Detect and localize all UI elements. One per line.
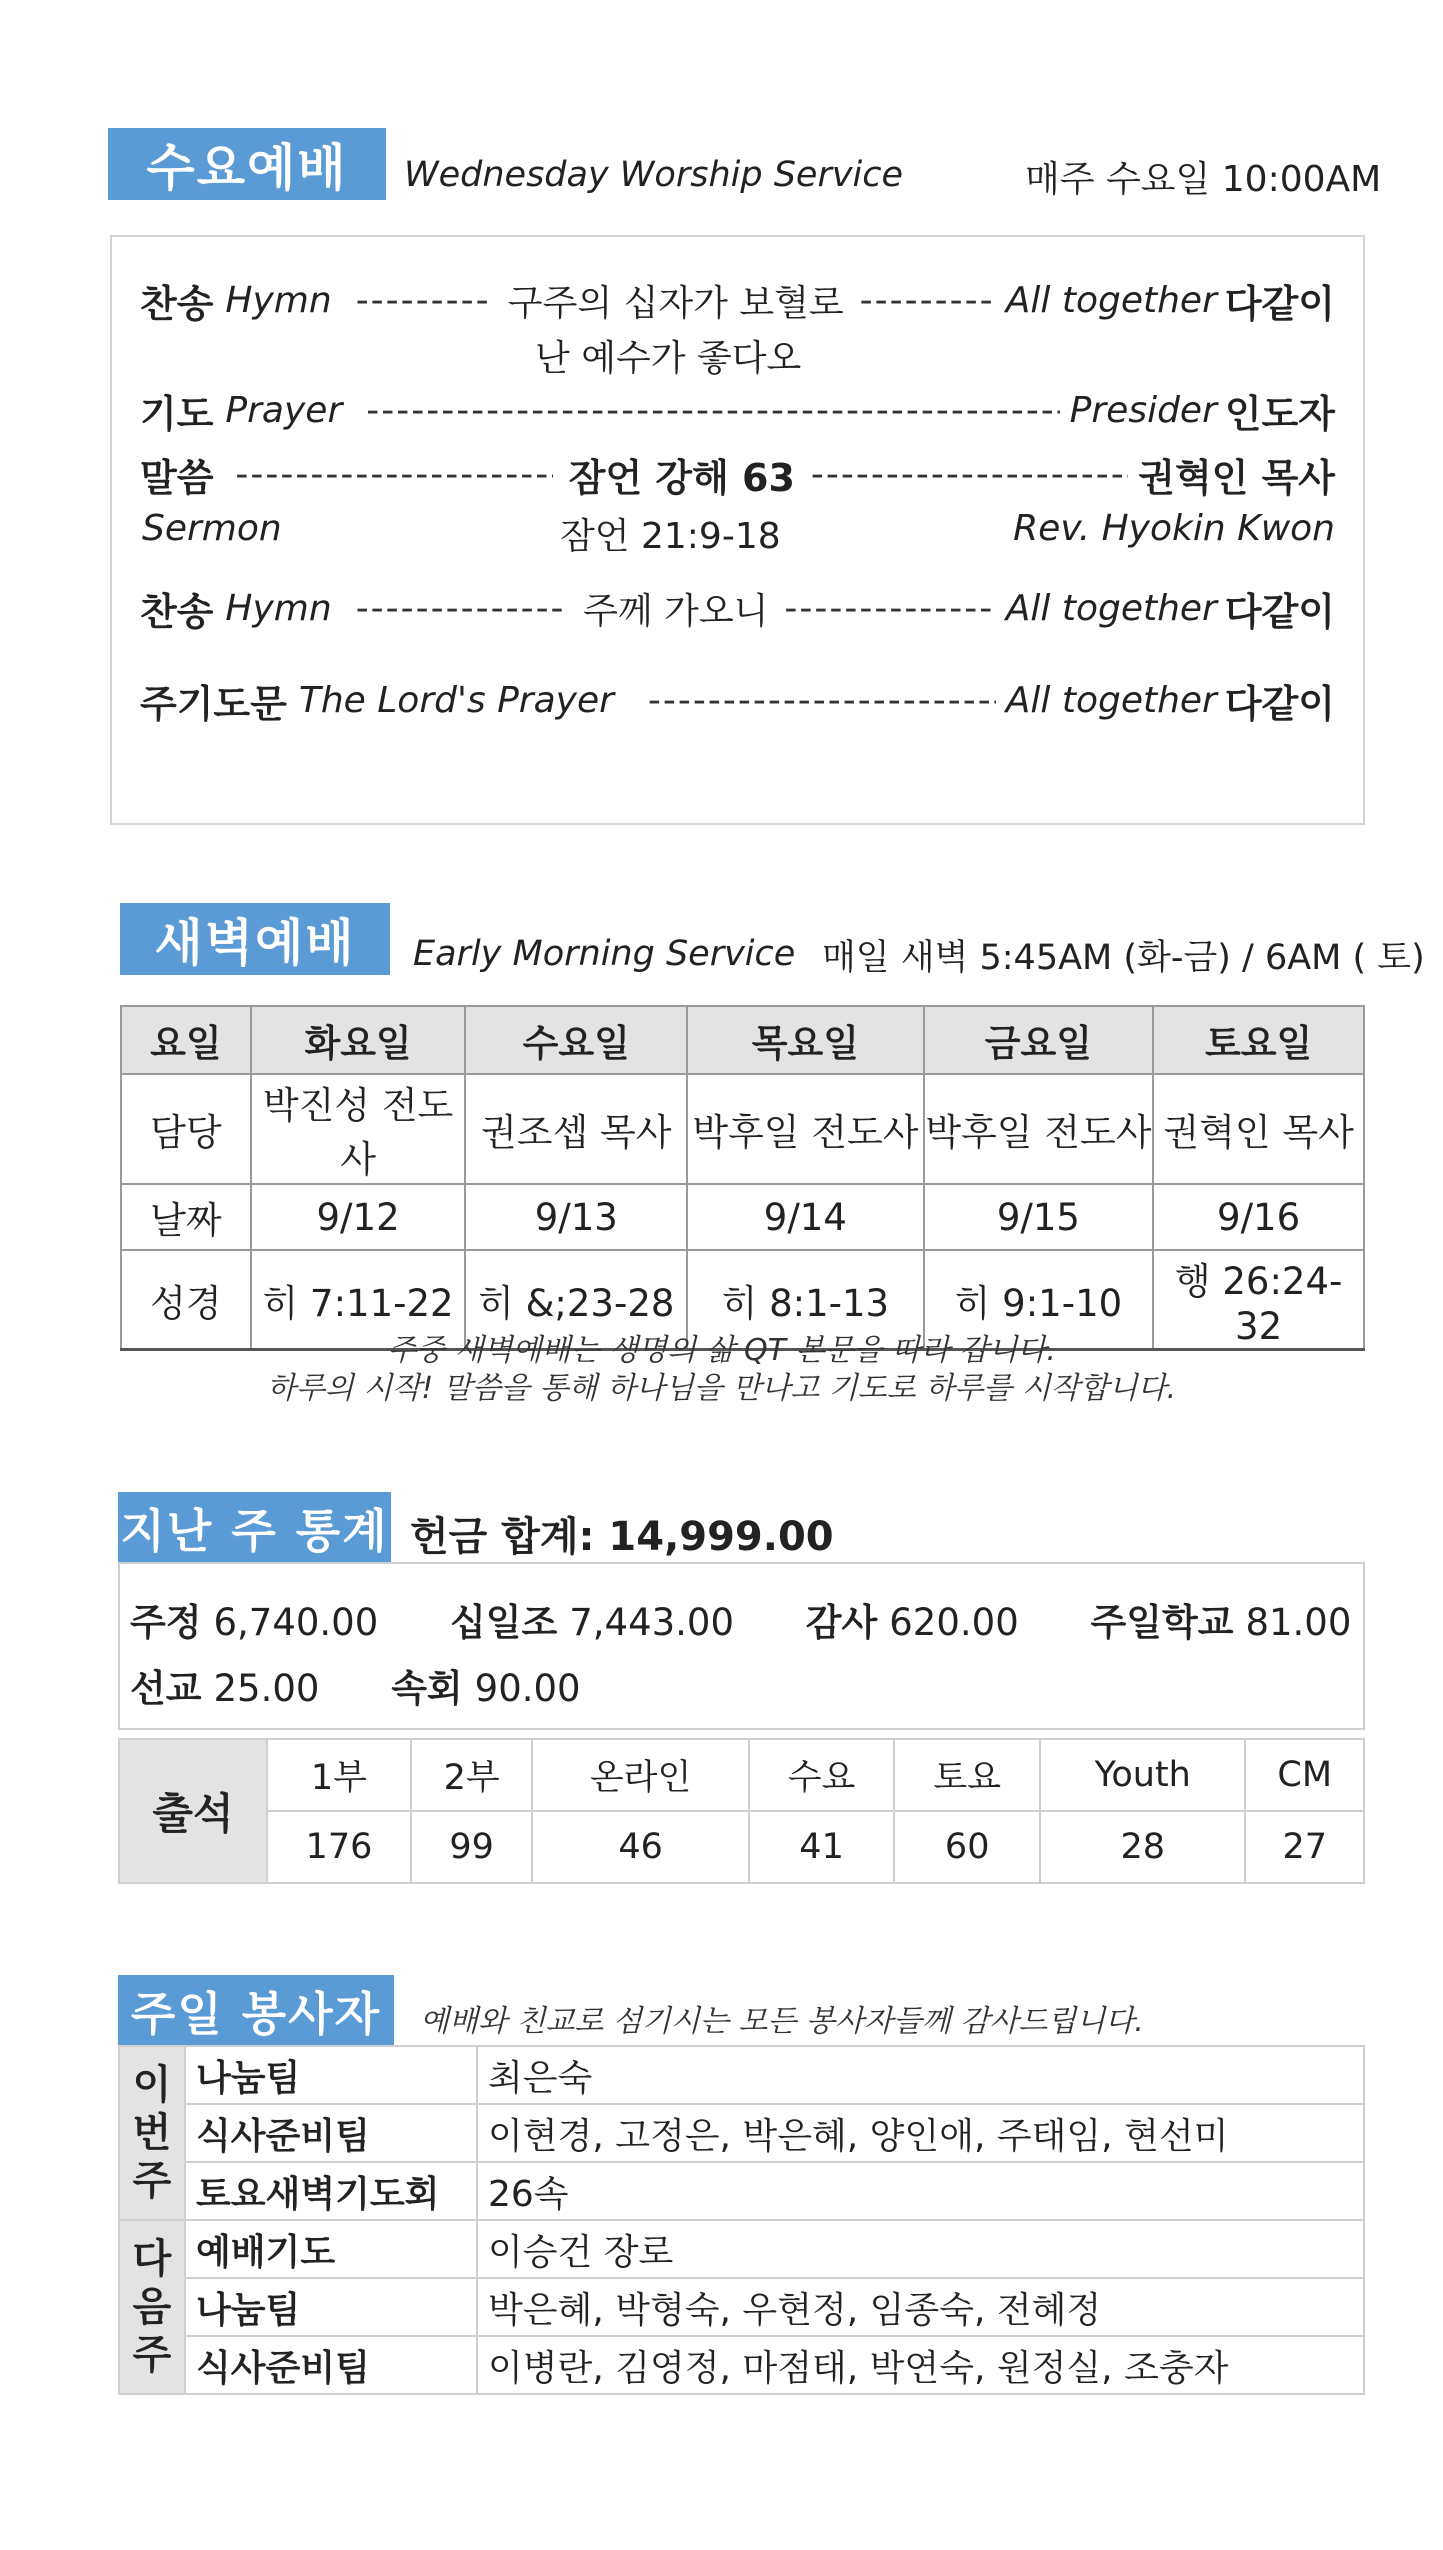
- header-cell: 화요일: [251, 1006, 466, 1074]
- next-week-label: 다 음 주: [119, 2220, 185, 2394]
- offering-label: 주정: [130, 1601, 202, 1644]
- table-cell: 권조셉 목사: [465, 1074, 687, 1184]
- attendance-header: 1부: [267, 1739, 411, 1811]
- leader-dashes: [784, 588, 995, 629]
- offering-row-1: [130, 1592, 1411, 1646]
- wednesday-english-title: Wednesday Worship Service: [404, 155, 904, 195]
- sermon-verse: 잠언 21:9-18: [560, 516, 781, 557]
- attendance-header: 토요: [894, 1739, 1040, 1811]
- offering-value: 90.00: [474, 1667, 581, 1710]
- row-label: 성경: [121, 1250, 251, 1350]
- stats-section-tag: 지난 주 통계: [118, 1492, 391, 1564]
- header-cell: 금요일: [924, 1006, 1154, 1074]
- attendance-value-row: [119, 1811, 1364, 1883]
- table-row: [119, 2278, 1364, 2336]
- dawn-schedule-table: [120, 1005, 1365, 1351]
- dawn-note-1: 주중 새벽예배는 생명의 삶 QT 본문을 따라 갑니다.: [387, 1333, 1056, 1368]
- leader-dashes: [366, 390, 1059, 431]
- offering-row-2: [130, 1658, 641, 1712]
- row-label: 담당: [121, 1074, 251, 1184]
- offering-label: 속회: [391, 1667, 463, 1710]
- order-label-en: The Lord's Prayer: [298, 679, 614, 721]
- order-hymn-1: [140, 272, 1335, 328]
- order-prayer: [140, 382, 1335, 438]
- order-sermon: [140, 446, 1335, 502]
- dawn-header-row: [121, 1006, 1364, 1074]
- order-label: 찬송: [140, 281, 214, 326]
- wednesday-time: 매주 수요일 10:00AM: [1025, 159, 1382, 200]
- table-row: [121, 1184, 1364, 1250]
- table-cell: 행 26:24-32: [1153, 1250, 1364, 1350]
- table-cell: 히 8:1-13: [687, 1250, 924, 1350]
- offering-total: 헌금 합계: 14,999.00: [410, 1514, 834, 1560]
- order-label: 찬송: [140, 589, 214, 634]
- leader-en: All together: [1005, 279, 1217, 321]
- table-row: [119, 2336, 1364, 2394]
- volunteer-role: 식사준비팀: [185, 2336, 477, 2394]
- offering-label: 선교: [130, 1667, 202, 1710]
- attendance-label: 출석: [119, 1739, 267, 1883]
- volunteer-role: 나눔팀: [185, 2046, 477, 2104]
- volunteer-role: 예배기도: [185, 2220, 477, 2278]
- order-label: 주기도문: [140, 681, 287, 726]
- table-cell: 히 7:11-22: [251, 1250, 466, 1350]
- attendance-value: 46: [532, 1811, 748, 1883]
- attendance-value: 60: [894, 1811, 1040, 1883]
- attendance-header: Youth: [1040, 1739, 1245, 1811]
- table-cell: 9/13: [465, 1184, 687, 1250]
- order-hymn-2: [140, 580, 1335, 636]
- wednesday-section-tag: 수요예배: [108, 128, 386, 200]
- attendance-value: 176: [267, 1811, 411, 1883]
- table-row: [119, 2162, 1364, 2220]
- leader-ko: 다같이: [1224, 281, 1336, 326]
- this-week-label: 이 번 주: [119, 2046, 185, 2220]
- dawn-section-tag: 새벽예배: [120, 903, 390, 975]
- volunteers-section-tag: 주일 봉사자: [118, 1975, 394, 2047]
- leader-en: Presider: [1069, 389, 1217, 431]
- sermon-label-en: Sermon: [142, 508, 282, 549]
- table-cell: 9/14: [687, 1184, 924, 1250]
- offering-value: 7,443.00: [569, 1601, 735, 1644]
- volunteer-role: 토요새벽기도회: [185, 2162, 477, 2220]
- offering-label: 주일학교: [1090, 1601, 1234, 1644]
- volunteer-names: 박은혜, 박형숙, 우현정, 임종숙, 전혜정: [477, 2278, 1364, 2336]
- attendance-value: 27: [1245, 1811, 1364, 1883]
- table-row: [119, 2046, 1364, 2104]
- offering-value: 81.00: [1245, 1601, 1352, 1644]
- leader-dashes: [356, 588, 567, 629]
- leader-en: All together: [1005, 679, 1217, 721]
- leader-en: All together: [1005, 587, 1217, 629]
- table-row: [119, 2220, 1364, 2278]
- hymn-title: 구주의 십자가 보혈로: [507, 282, 844, 324]
- table-row: [119, 2104, 1364, 2162]
- order-label-en: Hymn: [225, 279, 332, 321]
- volunteer-role: 식사준비팀: [185, 2104, 477, 2162]
- sermon-title: 잠언 강해 63: [568, 455, 795, 500]
- volunteer-names: 26속: [477, 2162, 1364, 2220]
- hymn-title-2: 난 예수가 좋다오: [535, 338, 802, 379]
- volunteers-thanks: 예배와 친교로 섬기시는 모든 봉사자들께 감사드립니다.: [420, 2004, 1144, 2039]
- leader-ko: 인도자: [1224, 391, 1335, 436]
- attendance-value: 99: [411, 1811, 533, 1883]
- offering-value: 25.00: [213, 1667, 320, 1710]
- table-row: [121, 1074, 1364, 1184]
- attendance-value: 41: [749, 1811, 895, 1883]
- leader-dashes: [811, 454, 1128, 495]
- table-cell: 히 &;23-28: [465, 1250, 687, 1350]
- row-label: 날짜: [121, 1184, 251, 1250]
- leader-dashes: [860, 280, 996, 321]
- order-label: 말씀: [140, 455, 214, 500]
- order-label-en: Hymn: [225, 587, 332, 629]
- offering-value: 6,740.00: [213, 1601, 379, 1644]
- header-cell: 목요일: [687, 1006, 924, 1074]
- table-cell: 9/16: [1153, 1184, 1364, 1250]
- offering-label: 십일조: [450, 1601, 558, 1644]
- table-cell: 박후일 전도사: [924, 1074, 1154, 1184]
- offering-label: 감사: [805, 1601, 878, 1644]
- attendance-header-row: [119, 1739, 1364, 1811]
- order-lords-prayer: [140, 672, 1335, 728]
- table-cell: 박후일 전도사: [687, 1074, 924, 1184]
- leader-dashes: [235, 454, 552, 495]
- dawn-note-2: 하루의 시작! 말씀을 통해 하나님을 만나고 기도로 하루를 시작합니다.: [266, 1371, 1177, 1406]
- preacher-en: Rev. Hyokin Kwon: [1013, 508, 1335, 549]
- table-cell: 박진성 전도사: [251, 1074, 466, 1184]
- table-cell: 9/12: [251, 1184, 466, 1250]
- header-cell: 수요일: [465, 1006, 687, 1074]
- order-label-en: Prayer: [225, 389, 343, 431]
- attendance-header: 2부: [411, 1739, 533, 1811]
- attendance-header: CM: [1245, 1739, 1364, 1811]
- table-cell: 히 9:1-10: [924, 1250, 1154, 1350]
- header-cell: 토요일: [1153, 1006, 1364, 1074]
- attendance-header: 수요: [749, 1739, 895, 1811]
- leader-dashes: [648, 680, 996, 721]
- hymn-title: 주께 가오니: [583, 590, 769, 632]
- volunteer-names: 이현경, 고정은, 박은혜, 양인애, 주태임, 현선미: [477, 2104, 1364, 2162]
- offering-value: 620.00: [889, 1601, 1019, 1644]
- attendance-value: 28: [1040, 1811, 1245, 1883]
- header-cell: 요일: [121, 1006, 251, 1074]
- dawn-english-title: Early Morning Service: [413, 934, 796, 974]
- leader-ko: 다같이: [1224, 681, 1335, 726]
- leader-dashes: [356, 280, 492, 321]
- dawn-time: 매일 새벽 5:45AM (화-금) / 6AM ( 토): [822, 938, 1425, 978]
- table-cell: 권혁인 목사: [1153, 1074, 1364, 1184]
- order-label: 기도: [140, 391, 214, 436]
- attendance-table: [118, 1738, 1365, 1884]
- leader-ko: 다같이: [1224, 589, 1335, 634]
- attendance-header: 온라인: [532, 1739, 748, 1811]
- volunteer-names: 이병란, 김영정, 마점태, 박연숙, 원정실, 조충자: [477, 2336, 1364, 2394]
- volunteer-names: 이승건 장로: [477, 2220, 1364, 2278]
- volunteer-role: 나눔팀: [185, 2278, 477, 2336]
- preacher: 권혁인 목사: [1138, 455, 1336, 500]
- table-cell: 9/15: [924, 1184, 1154, 1250]
- volunteers-table: [118, 2045, 1365, 2395]
- volunteer-names: 최은숙: [477, 2046, 1364, 2104]
